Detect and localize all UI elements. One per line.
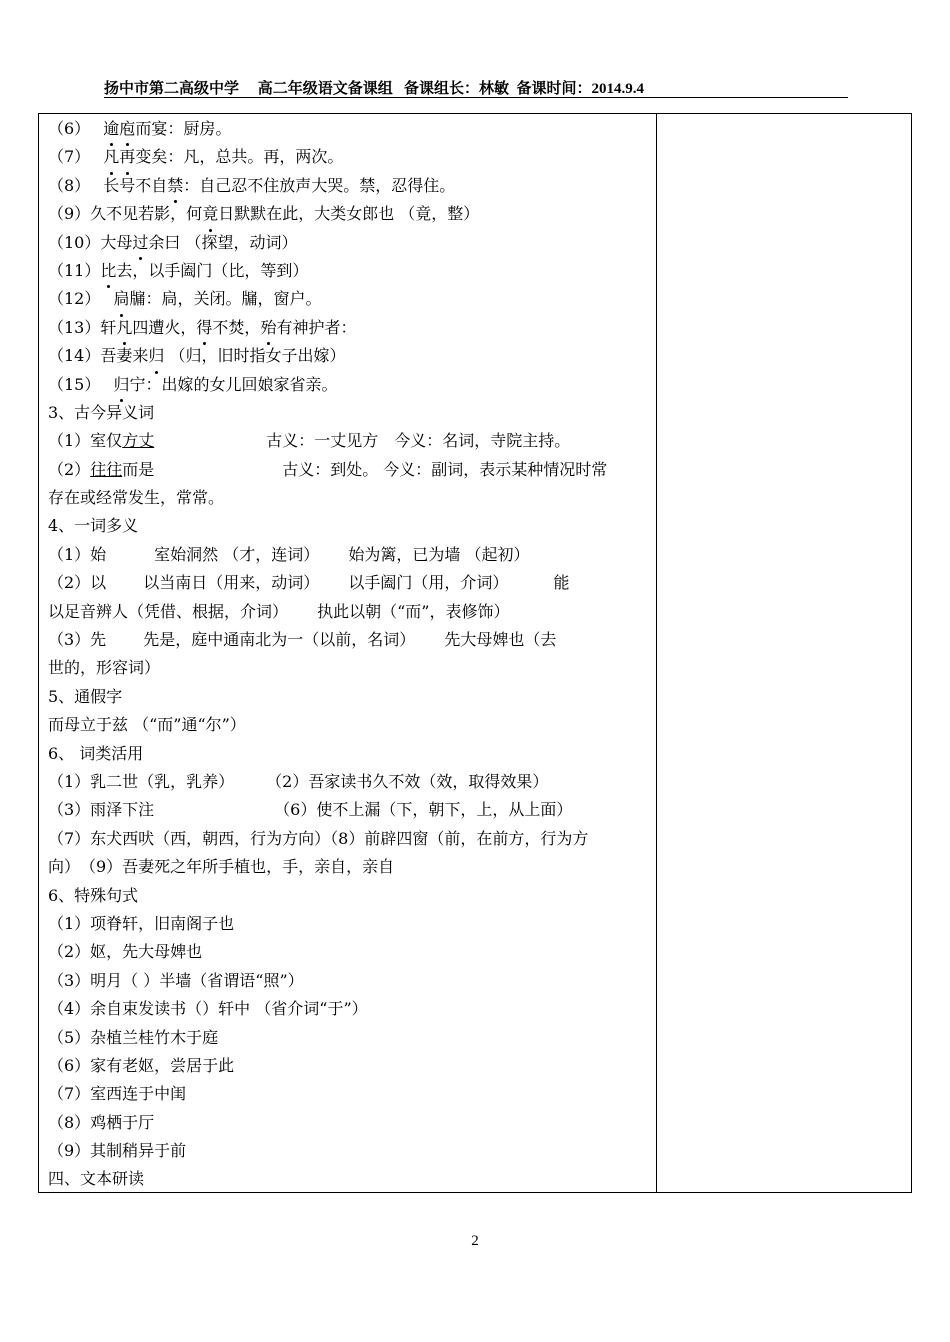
content-line: （3）明月（ ）半墙（省谓语“照”）: [48, 970, 304, 990]
content-line: （12） 扃牖：扃，关闭。牖，窗户。: [48, 285, 648, 313]
content-line: （13）轩凡四遭火，得不焚，殆有神护者：: [48, 314, 648, 342]
content-line: （1）项脊轩，旧南阁子也: [48, 913, 235, 933]
section-heading: 6、 词类活用: [48, 743, 144, 763]
page-header: [104, 77, 848, 98]
header-rule: [104, 97, 848, 98]
section-heading: 6、特殊句式: [48, 885, 139, 905]
content-line: 而母立于兹 （“而”通“尔”）: [48, 715, 246, 735]
content-line: （4）余自束发读书（）轩中 （省介词“于”）: [48, 999, 368, 1019]
content-line: （3）先 先是，庭中通南北为一（以前，名词） 先大母婢也（去: [48, 630, 557, 650]
section-heading: 4、一词多义: [48, 516, 139, 536]
content-line: （2）妪，先大母婢也: [48, 942, 203, 962]
content-line: （6） 逾庖而宴：厨房。: [48, 115, 648, 143]
content-line: （10）大母过余曰 （探望，动词）: [48, 229, 648, 257]
header-leader: 备课组长：林敏: [404, 81, 510, 97]
content-line: （7） 凡再变矣：凡，总共。再，两次。: [48, 143, 648, 171]
content-line: （1）室仅方丈 古义：一丈见方 今义：名词，寺院主持。: [48, 431, 571, 451]
content-line: （9）其制稍异于前: [48, 1141, 187, 1161]
page-number: 2: [471, 1233, 479, 1249]
content-line: （9）久不见若影，何竟日默默在此，大类女郎也 （竟，整）: [48, 200, 648, 228]
section-heading: 5、通假字: [48, 686, 123, 706]
content-line: （11）比去，以手阖门（比，等到）: [48, 257, 648, 285]
header-school: 扬中市第二高级中学: [104, 81, 240, 97]
content-line: （2）以 以当南日（用来，动词） 以手阖门（用，介词） 能: [48, 573, 570, 593]
table-column-divider: [656, 113, 657, 1193]
content-line: （8） 长号不自禁：自己忍不住放声大哭。禁，忍得住。: [48, 172, 648, 200]
content-line: （7）室西连于中闺: [48, 1084, 187, 1104]
content-line: （7）东犬西吠（西，朝西，行为方向）（8）前辟四窗（前，在前方，行为方: [48, 828, 589, 848]
header-group: 高二年级语文备课组: [257, 81, 393, 97]
content-line: （5）杂植兰桂竹木于庭: [48, 1027, 219, 1047]
content-line: （2）往往而是 古义：到处。 今义：副词，表示某种情况时常: [48, 459, 608, 479]
content-line: （1）乳二世（乳，乳养） （2）吾家读书久不效（效，取得效果）: [48, 771, 549, 791]
content-line: 世的，形容词）: [48, 658, 161, 678]
content-line: 存在或经常发生，常常。: [48, 488, 225, 508]
content-line: 以足音辨人（凭借、根据，介词） 执此以朝（“而”，表修饰）: [48, 601, 510, 621]
content-line: （8）鸡栖于厅: [48, 1112, 155, 1132]
header-date: 备课时间：2014.9.4: [516, 81, 645, 97]
content-line: 向） （9）吾妻死之年所手植也，手，亲自，亲自: [48, 857, 395, 877]
section-heading: 3、古今异义词: [48, 402, 155, 422]
content-line: （1）始 室始洞然 （才，连词） 始为篱，已为墙 （起初）: [48, 544, 530, 564]
content-line: （6）家有老妪，尝居于此: [48, 1055, 235, 1075]
section-heading: 四、文本研读: [48, 1169, 145, 1189]
content-line: （3）雨泽下注 （6）使不上漏（下，朝下，上，从上面）: [48, 800, 573, 820]
content-line: （14）吾妻来归 （归，旧时指女子出嫁）: [48, 342, 648, 370]
content-line: （15） 归宁：出嫁的女儿回娘家省亲。: [48, 371, 648, 399]
lesson-content: [48, 115, 648, 1194]
